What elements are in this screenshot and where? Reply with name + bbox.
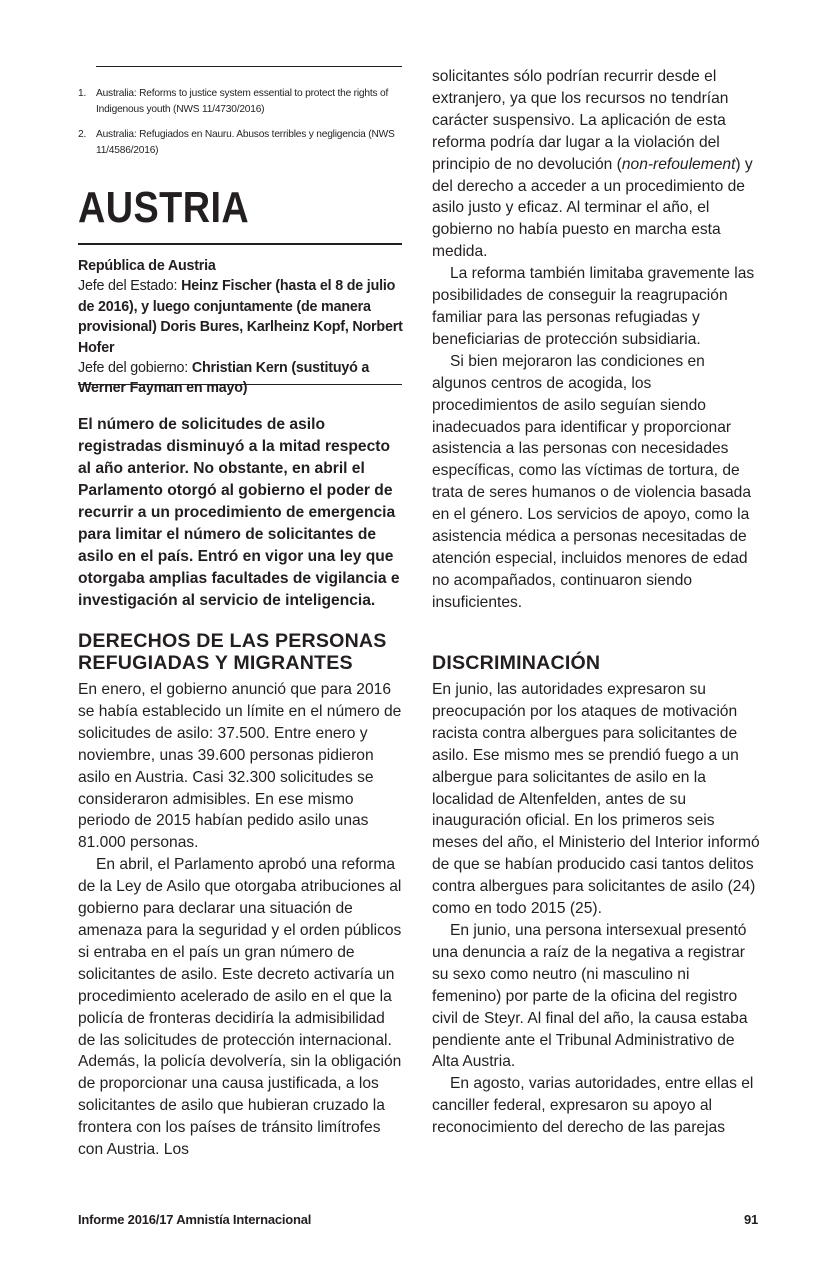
section-heading-discrimination: DISCRIMINACIÓN bbox=[432, 652, 601, 674]
paragraph: Si bien mejoraron las condiciones en algunos centros de acogida, los procedimientos de asilo seguían siendo inadecuados para identificar y proporcionar asistencia a las personas con necesidades específicas, como las víctimas de tortura, de trata de seres humanos o de violencia basada en el género. Los servicios de apoyo, como la asistencia médica a personas necesitadas de atención especial, incluidos menores de edad no acompañados, continuaron siendo insuficientes. bbox=[432, 352, 752, 611]
head-of-state-value: Heinz Fischer (hasta el 8 de julio de 2016), y luego conjuntamente (de manera provisional) Doris Bures, Karlheinz Kopf, Norbert Hofer bbox=[78, 278, 403, 356]
discrimination-body bbox=[432, 679, 760, 1139]
paragraph-text: ) y del derecho a acceder a un procedimiento de asilo justo y eficaz. Al terminar el año, el gobierno no había puesto en marcha esta medida. bbox=[432, 155, 753, 261]
head-of-state bbox=[78, 276, 408, 358]
facts-rule bbox=[78, 384, 402, 385]
paragraph: En agosto, varias autoridades, entre ellas el canciller federal, expresaron su apoyo al reconocimiento del derecho de las parejas bbox=[432, 1075, 754, 1137]
footer-publication: Informe 2016/17 Amnistía Internacional bbox=[78, 1212, 312, 1227]
right-column-body bbox=[432, 66, 760, 614]
head-of-government-value: Christian Kern (sustituyó a Werner Fayman en mayo) bbox=[78, 360, 370, 397]
footnote-2 bbox=[78, 127, 402, 159]
paragraph: En junio, una persona intersexual presentó una denuncia a raíz de la negativa a registrar su sexo como neutro (ni masculino ni femenino) por parte de la oficina del registro civil de Steyr. Al final del año, la causa estaba pendiente ante el Tribunal Administrativo de Alta Austria. bbox=[432, 921, 748, 1071]
head-of-government bbox=[78, 358, 408, 399]
paragraph-continued bbox=[432, 66, 760, 263]
footnotes bbox=[78, 86, 402, 168]
country-title: AUSTRIA bbox=[78, 183, 250, 232]
footnote-number: 2. bbox=[78, 129, 87, 140]
paragraph: En enero, el gobierno anunció que para 2016 se había establecido un límite en el número de solicitudes de asilo: 37.500. Entre enero y noviembre, unas 39.600 personas pidieron asilo en Austria. Casi 32.300 solicitudes se consideraron admisibles. En ese mismo periodo de 2015 habían pedido asilo unas 81.000 personas. bbox=[78, 681, 402, 852]
paragraph: La reforma también limitaba gravemente las posibilidades de conseguir la reagrupación familiar para las personas refugiadas y beneficiarias de protección subsidiaria. bbox=[432, 265, 755, 348]
page-number: 91 bbox=[743, 1212, 758, 1227]
paragraph: En junio, las autoridades expresaron su preocupación por los ataques de motivación racista contra albergues para solicitantes de asilo. Ese mismo mes se prendió fuego a un albergue para solicitantes de asilo en la localidad de Altenfelden, antes de su inauguración oficial. En los primeros seis meses del año, el Ministerio del Interior informó de que se habían producido casi tantos delitos contra albergues para solicitantes de asilo (24) como en todo 2015 (25). bbox=[432, 681, 760, 918]
country-facts bbox=[78, 256, 408, 399]
left-column-body bbox=[78, 679, 404, 1161]
footnote-1 bbox=[78, 86, 402, 118]
footnote-rule bbox=[96, 66, 402, 67]
head-of-state-label: Jefe del Estado: bbox=[78, 278, 178, 295]
lead-paragraph: El número de solicitudes de asilo registradas disminuyó a la mitad respecto al año anterior. No obstante, en abril el Parlamento otorgó al gobierno el poder de recurrir a un procedimiento de emergencia para limitar el número de solicitantes de asilo en el país. Entró en vigor una ley que otorgaba amplias facultades de vigilancia e investigación al servicio de inteligencia. bbox=[78, 416, 400, 609]
head-of-government-label: Jefe del gobierno: bbox=[78, 360, 189, 377]
footnote-text: Australia: Refugiados en Nauru. Abusos terribles y negligencia (NWS 11/4586/2016) bbox=[96, 129, 395, 156]
paragraph-text: solicitantes sólo podrían recurrir desde el extranjero, ya que los recursos no tendrían carácter suspensivo. La aplicación de esta reforma podría dar lugar a la violación del principio de no devolución ( bbox=[432, 68, 729, 173]
italic-term: non-refoulement bbox=[621, 155, 736, 173]
paragraph: En abril, el Parlamento aprobó una reforma de la Ley de Asilo que otorgaba atribuciones al gobierno para declarar una situación de amenaza para la seguridad y el orden públicos si entraba en el país un gran número de solicitantes de asilo. Este decreto activaría un procedimiento acelerado de asilo en el que la policía de fronteras decidiría la admisibilidad de las solicitudes de protección internacional. Además, la policía devolvería, sin la obligación de proporcionar una causa justificada, a los solicitantes de asilo que hubieran cruzado la frontera con los países de tránsito limítrofes con Austria. Los bbox=[78, 856, 402, 1159]
section-heading-refugees: DERECHOS DE LAS PERSONAS REFUGIADAS Y MIGRANTES bbox=[78, 630, 387, 674]
footnote-text: Australia: Reforms to justice system essential to protect the rights of Indigenous youth (NWS 11/4730/2016) bbox=[96, 88, 389, 115]
official-name: República de Austria bbox=[78, 258, 216, 274]
footnote-number: 1. bbox=[78, 88, 87, 99]
title-rule bbox=[78, 243, 402, 245]
